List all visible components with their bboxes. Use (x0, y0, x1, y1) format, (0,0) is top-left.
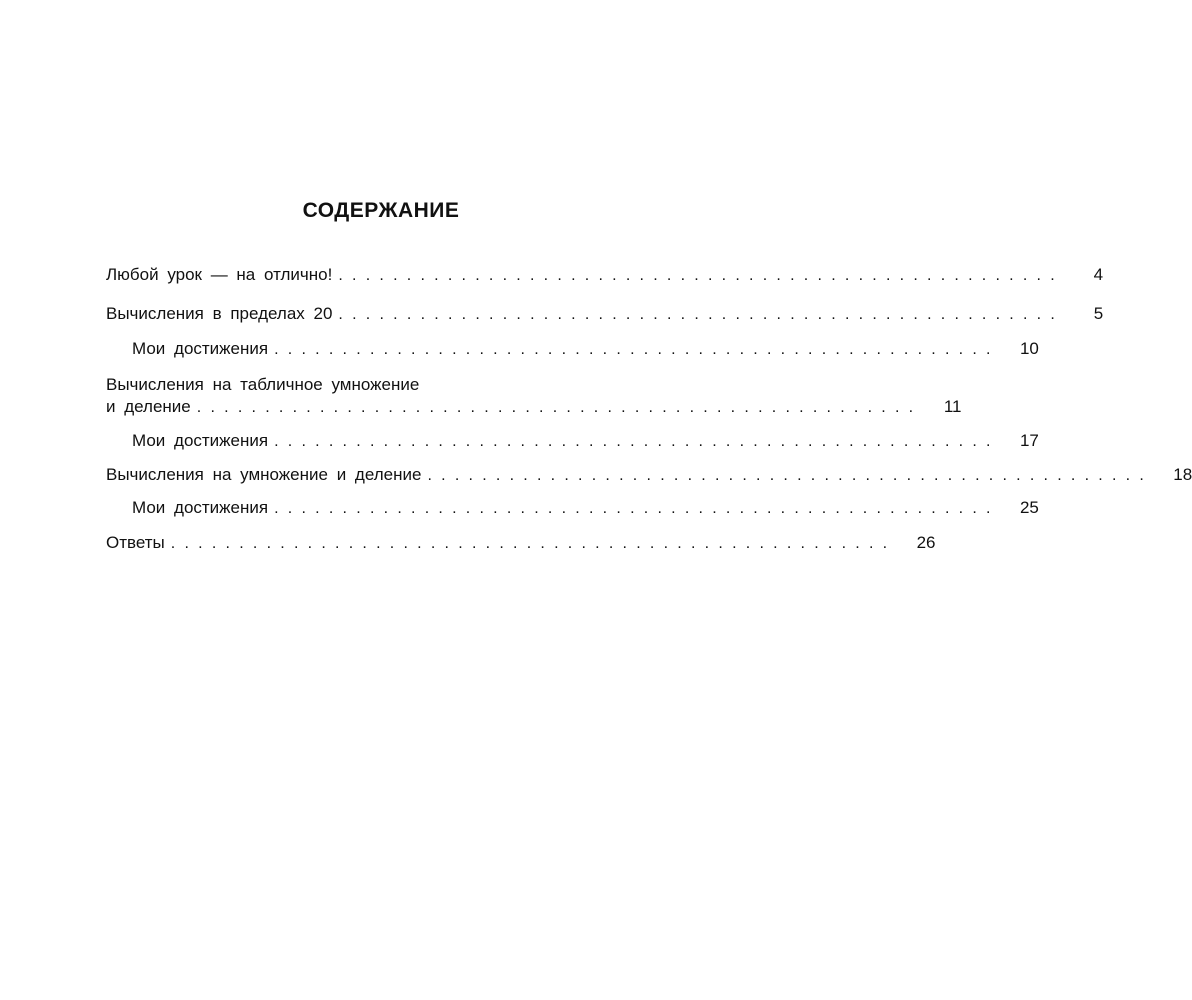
toc-subentry-achievements-2[interactable] (132, 431, 1039, 452)
dot-leader: . . . . . . . . . . . . . . . . . . . . . . . . . . . . . . . . . . . . . . . . . . . . . . . . . . . . . (338, 306, 1058, 323)
toc-entry-within-20[interactable] (106, 304, 1104, 325)
toc-entry-label: Мои достижения (132, 498, 269, 517)
dot-leader: . . . . . . . . . . . . . . . . . . . . . . . . . . . . . . . . . . . . . . . . . . . . . . . . . . . . . (427, 467, 1147, 484)
page-title: СОДЕРЖАНИЕ (302, 199, 460, 222)
toc-page-number: 5 (1093, 304, 1104, 323)
toc-subentry-achievements-3[interactable] (132, 498, 1039, 519)
toc-entry-label-line1: Вычисления на табличное умножение (106, 375, 420, 394)
dot-leader: . . . . . . . . . . . . . . . . . . . . . . . . . . . . . . . . . . . . . . . . . . . . . . . . . . . . . (274, 433, 993, 450)
dot-leader: . . . . . . . . . . . . . . . . . . . . . . . . . . . . . . . . . . . . . . . . . . . . . . . . . . . . . (274, 500, 993, 517)
toc-entry-label-line2: и деление (106, 397, 191, 416)
toc-entry-label: Вычисления в пределах 20 (106, 304, 333, 323)
dot-leader: . . . . . . . . . . . . . . . . . . . . . . . . . . . . . . . . . . . . . . . . . . . . . . . . . . . . . (338, 267, 1058, 284)
toc-subentry-achievements-1[interactable] (132, 339, 1039, 360)
toc-entry-answers[interactable] (106, 533, 936, 554)
toc-entry-label: Мои достижения (132, 431, 269, 450)
toc-page-number: 25 (1019, 498, 1039, 517)
toc-page-number: 4 (1093, 265, 1104, 284)
dot-leader: . . . . . . . . . . . . . . . . . . . . . . . . . . . . . . . . . . . . . . . . . . . . . . . . . . . . . (170, 535, 890, 552)
toc-entry-label: Любой урок — на отлично! (106, 265, 333, 284)
toc-page-number: 18 (1173, 465, 1192, 484)
dot-leader: . . . . . . . . . . . . . . . . . . . . . . . . . . . . . . . . . . . . . . . . . . . . . . . . . . . . . (196, 399, 916, 416)
toc-page-number: 26 (916, 533, 936, 552)
toc-entry-label: Вычисления на умножение и деление (106, 465, 422, 484)
toc-entry-label: Мои достижения (132, 339, 269, 358)
toc-page-number: 11 (943, 397, 962, 416)
toc-page-number: 10 (1019, 339, 1039, 358)
toc-page-number: 17 (1019, 431, 1039, 450)
toc-entry-table-multiplication[interactable] (106, 375, 962, 418)
toc-entry-intro[interactable] (106, 265, 1104, 286)
toc-entry-multiplication-division[interactable] (106, 465, 1192, 486)
toc-entry-label: Ответы (106, 533, 165, 552)
dot-leader: . . . . . . . . . . . . . . . . . . . . . . . . . . . . . . . . . . . . . . . . . . . . . . . . . . . . . (274, 341, 993, 358)
